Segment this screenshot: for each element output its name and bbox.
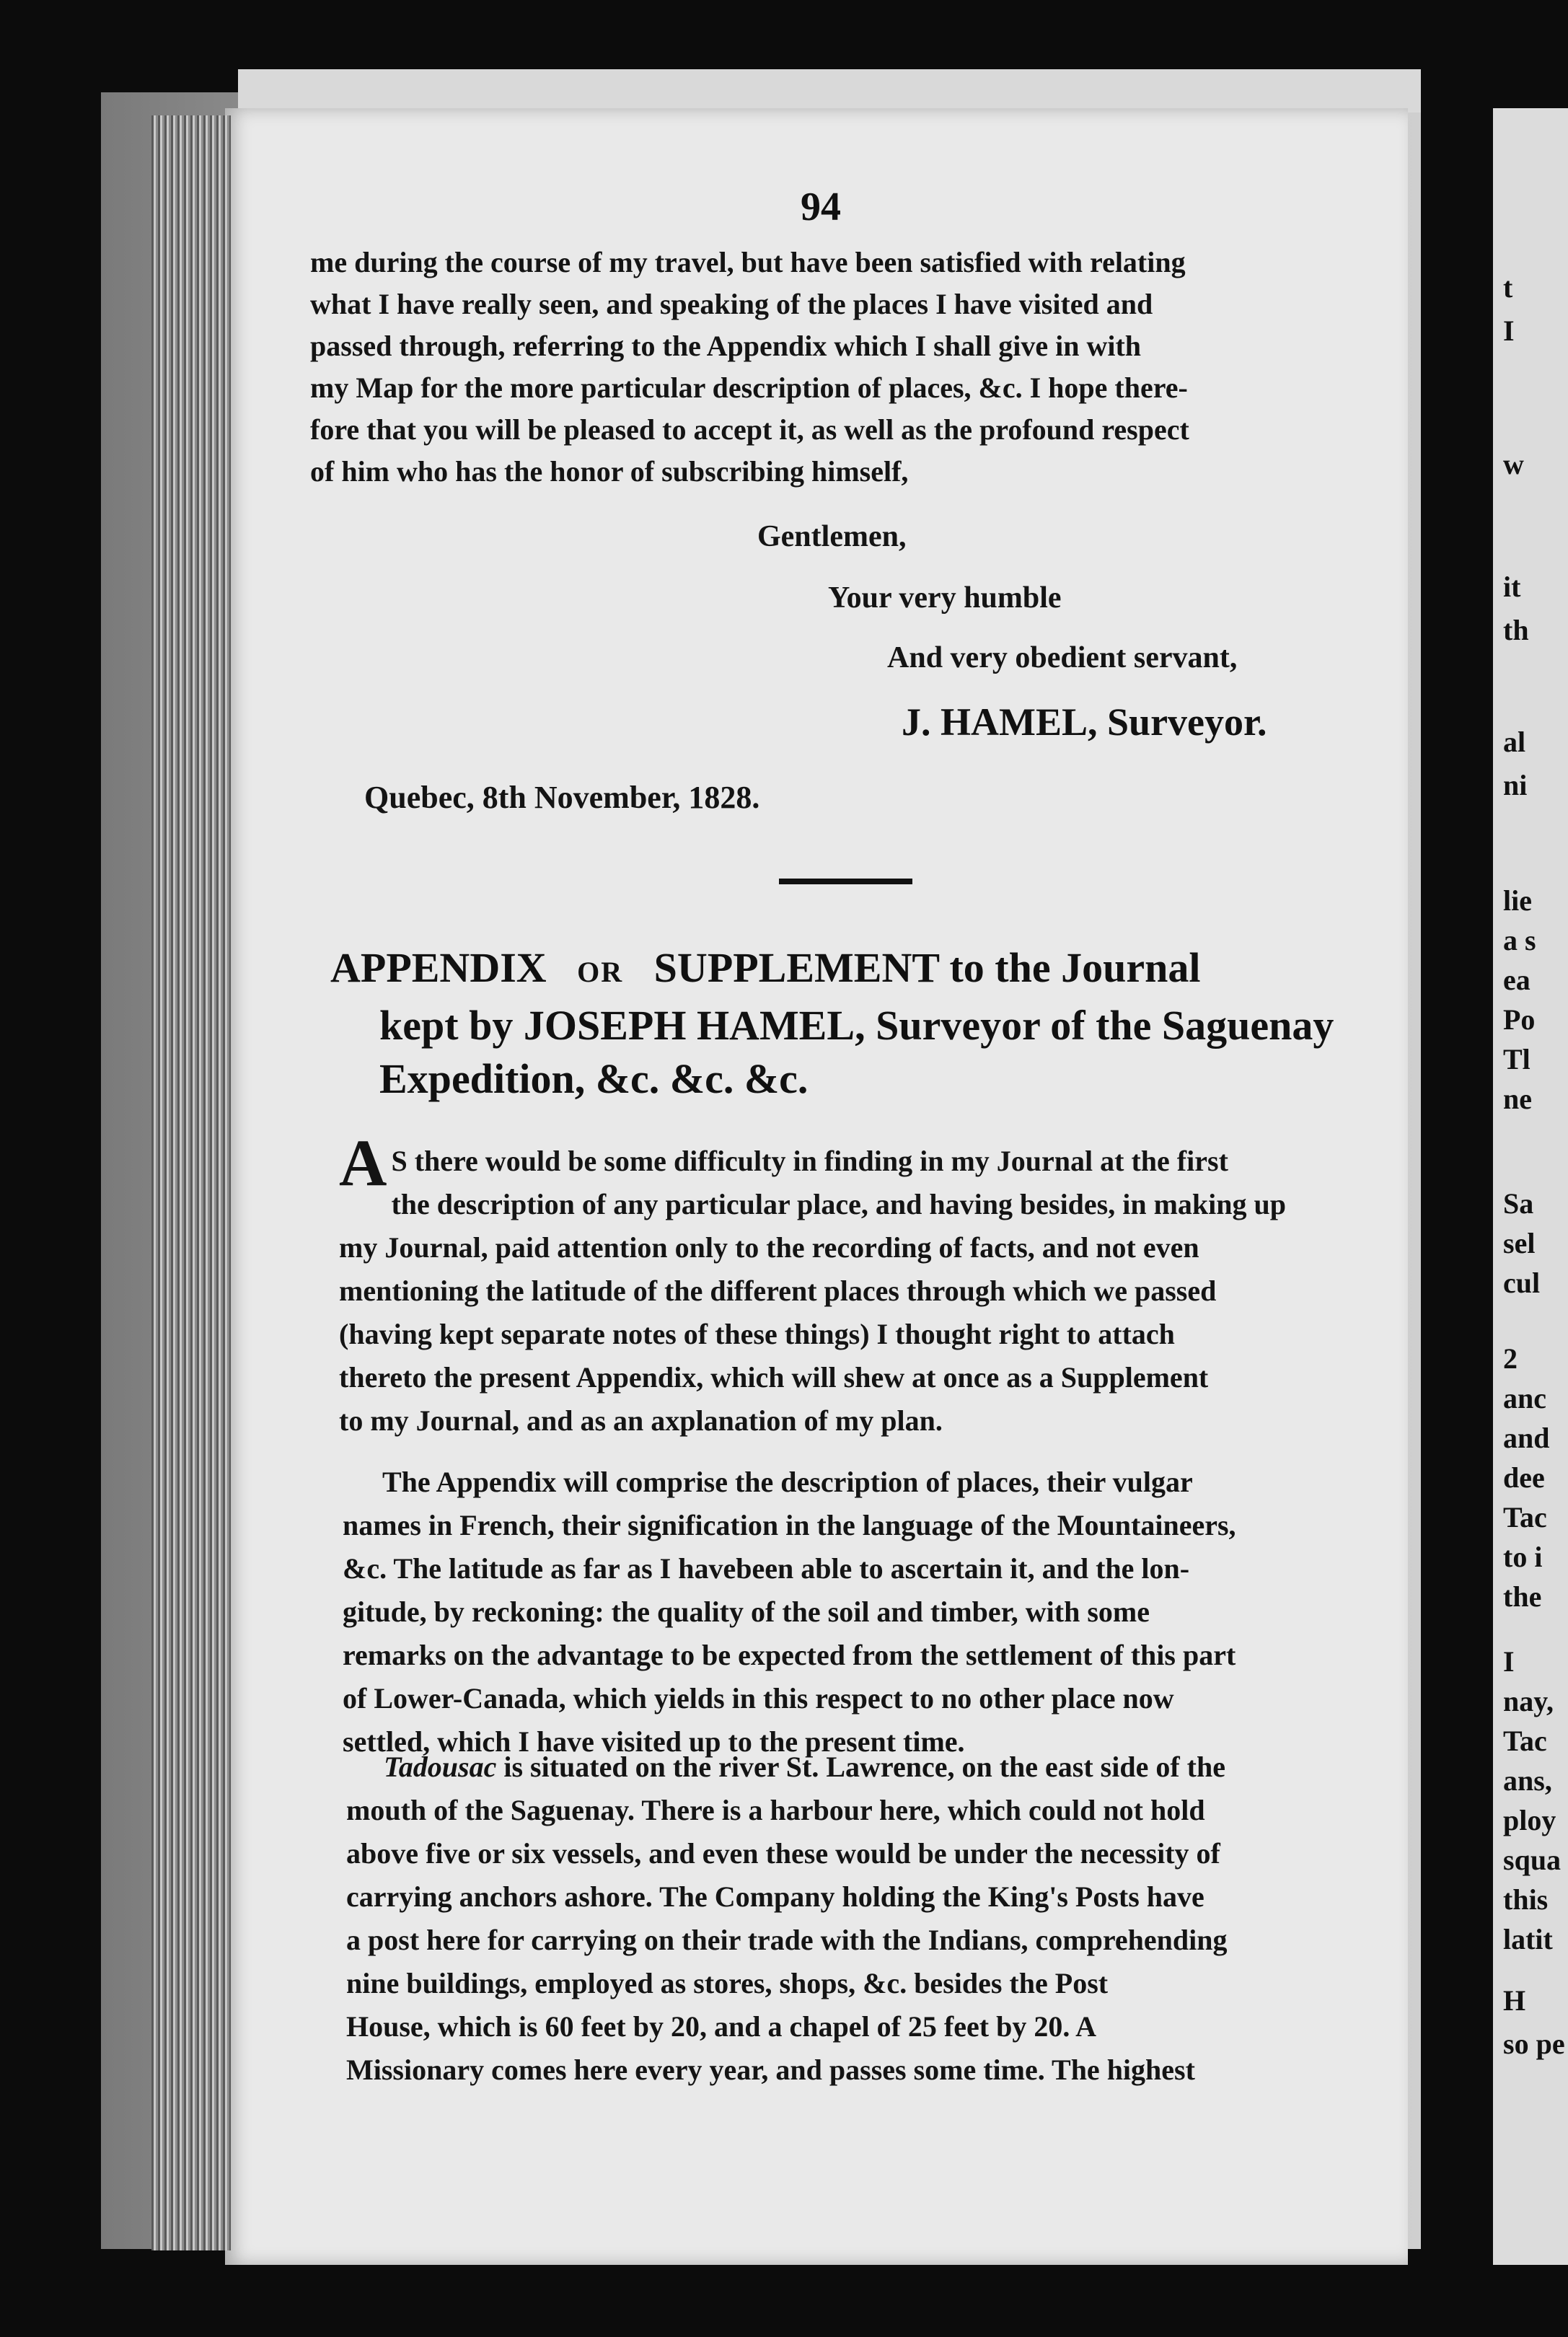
next-page-fragment: ni <box>1503 769 1528 801</box>
heading-author-last: HAMEL <box>696 1002 855 1049</box>
appendix-paragraph-3 <box>346 1746 1378 2092</box>
book-fore-edge <box>151 115 231 2250</box>
next-page-fragment: Po <box>1503 1003 1536 1036</box>
text-line: settled, which I have visited up to the present time. <box>343 1725 965 1758</box>
text-line: Missionary comes here every year, and passes some time. The highest <box>346 2054 1195 2086</box>
page-number: 94 <box>801 185 841 229</box>
next-page-fragment: Sa <box>1503 1187 1534 1220</box>
text-line: fore that you will be pleased to accept it, as well as the profound respect <box>310 413 1189 446</box>
text-line: the description of any particular place, and having besides, in making up <box>391 1188 1287 1220</box>
text-line: nine buildings, employed as stores, shops, &c. besides the Post <box>346 1967 1109 1999</box>
text-line: (having kept separate notes of these things) I thought right to attach <box>339 1318 1175 1350</box>
appendix-paragraph-2 <box>343 1461 1374 1764</box>
next-page-fragment: I <box>1503 314 1515 347</box>
text-line: remarks on the advantage to be expected from the settlement of this part <box>343 1639 1236 1671</box>
section-rule <box>779 879 912 884</box>
next-page-fragment: H <box>1503 1984 1526 2017</box>
heading-space <box>686 1002 697 1049</box>
next-page-fragment: so pe <box>1503 2028 1565 2060</box>
text-line: my Journal, paid attention only to the recording of facts, and not even <box>339 1231 1199 1264</box>
text-line: thereto the present Appendix, which will shew at once as a Supplement <box>339 1361 1209 1394</box>
next-page-fragment: it <box>1503 571 1521 603</box>
text-line: gitude, by reckoning: the quality of the soil and timber, with some <box>343 1596 1150 1628</box>
text-line: a post here for carrying on their trade with the Indians, comprehending <box>346 1924 1228 1956</box>
closing-line-1: Your very humble <box>828 581 1062 615</box>
text-line: names in French, their signification in the language of the Mountaineers, <box>343 1509 1236 1541</box>
text-line: carrying anchors ashore. The Company holding the King's Posts have <box>346 1880 1204 1913</box>
text-line: above five or six vessels, and even these would be under the necessity of <box>346 1837 1220 1870</box>
next-page-fragment: I <box>1503 1645 1515 1678</box>
text-line: House, which is 60 feet by 20, and a chapel of 25 feet by 20. A <box>346 2010 1096 2043</box>
text-line: The Appendix will comprise the description of places, their vulgar <box>382 1466 1193 1498</box>
heading-line-2 <box>330 999 1355 1052</box>
next-page-fragment: al <box>1503 726 1526 758</box>
text-line: &c. The latitude as far as I havebeen able to ascertain it, and the lon- <box>343 1552 1190 1585</box>
next-page-fragment: anc <box>1503 1382 1546 1414</box>
text-line: to my Journal, and as an axplanation of my plan. <box>339 1404 943 1437</box>
next-page-fragment: a s <box>1503 924 1536 956</box>
text-line: mentioning the latitude of the different places through which we passed <box>339 1275 1217 1307</box>
next-page-edge <box>1493 108 1568 2265</box>
next-page-fragment: the <box>1503 1580 1542 1613</box>
drop-cap: A <box>339 1126 387 1200</box>
heading-line-1 <box>330 941 1355 999</box>
text-line-rest: is situated on the river St. Lawrence, on the east side of the <box>496 1751 1225 1783</box>
next-page-fragment: sel <box>1503 1227 1536 1259</box>
heading-author-first: JOSEPH <box>523 1002 687 1049</box>
next-page-fragment: dee <box>1503 1461 1545 1494</box>
text-line <box>346 1746 1378 1789</box>
next-page-fragment: w <box>1503 448 1524 480</box>
next-page-fragment: cul <box>1503 1267 1541 1299</box>
text-line: what I have really seen, and speaking of the places I have visited and <box>310 288 1153 320</box>
heading-supplement: SUPPLEMENT to the Journal <box>653 944 1201 991</box>
next-page-fragment: Tac <box>1503 1725 1547 1757</box>
intro-paragraph <box>310 242 1349 493</box>
text-line: mouth of the Saguenay. There is a harbour here, which could not hold <box>346 1794 1205 1826</box>
next-page-fragment: ans, <box>1503 1764 1552 1797</box>
next-page-fragment: t <box>1503 271 1513 304</box>
heading-line-3: Expedition, &c. &c. &c. <box>379 1055 809 1102</box>
text-line: my Map for the more particular description of places, &c. I hope there- <box>310 371 1188 404</box>
signature: J. HAMEL, Surveyor. <box>902 700 1267 744</box>
text-line: of Lower-Canada, which yields in this respect to no other place now <box>343 1682 1174 1715</box>
place-name-tadousac: Tadousac <box>384 1751 497 1783</box>
closing-line-2: And very obedient servant, <box>887 641 1238 674</box>
next-page-fragment: lie <box>1503 884 1532 917</box>
next-page-fragment: Tac <box>1503 1501 1547 1533</box>
text-line: of him who has the honor of subscribing himself, <box>310 455 909 488</box>
next-page-fragment: squa <box>1503 1844 1562 1876</box>
heading-kept-by: kept by <box>379 1002 524 1049</box>
next-page-fragment: 2 <box>1503 1342 1518 1375</box>
next-page-fragment: this <box>1503 1883 1549 1916</box>
page-stack-top-edge <box>238 69 1421 113</box>
appendix-heading <box>330 941 1355 1106</box>
next-page-fragment: and <box>1503 1422 1550 1454</box>
dateline: Quebec, 8th November, 1828. <box>364 780 760 815</box>
next-page-fragment: th <box>1503 614 1529 646</box>
text-line: S there would be some difficulty in finding in my Journal at the first <box>391 1145 1228 1177</box>
text-line: me during the course of my travel, but have been satisfied with relating <box>310 246 1186 278</box>
heading-or: OR <box>577 956 624 988</box>
next-page-fragment: nay, <box>1503 1685 1554 1717</box>
heading-surveyor: , Surveyor of the Saguenay <box>855 1002 1334 1049</box>
appendix-paragraph-1 <box>339 1126 1363 1443</box>
next-page-fragment: ea <box>1503 964 1530 996</box>
next-page-fragment: ne <box>1503 1083 1532 1115</box>
next-page-fragment: Tl <box>1503 1043 1530 1075</box>
text-line: passed through, referring to the Appendix which I shall give in with <box>310 330 1142 362</box>
next-page-fragment: to i <box>1503 1541 1543 1573</box>
heading-appendix: APPENDIX <box>330 944 547 991</box>
next-page-fragment: latit <box>1503 1923 1553 1955</box>
next-page-fragment: ploy <box>1503 1804 1556 1836</box>
salutation: Gentlemen, <box>757 520 907 553</box>
